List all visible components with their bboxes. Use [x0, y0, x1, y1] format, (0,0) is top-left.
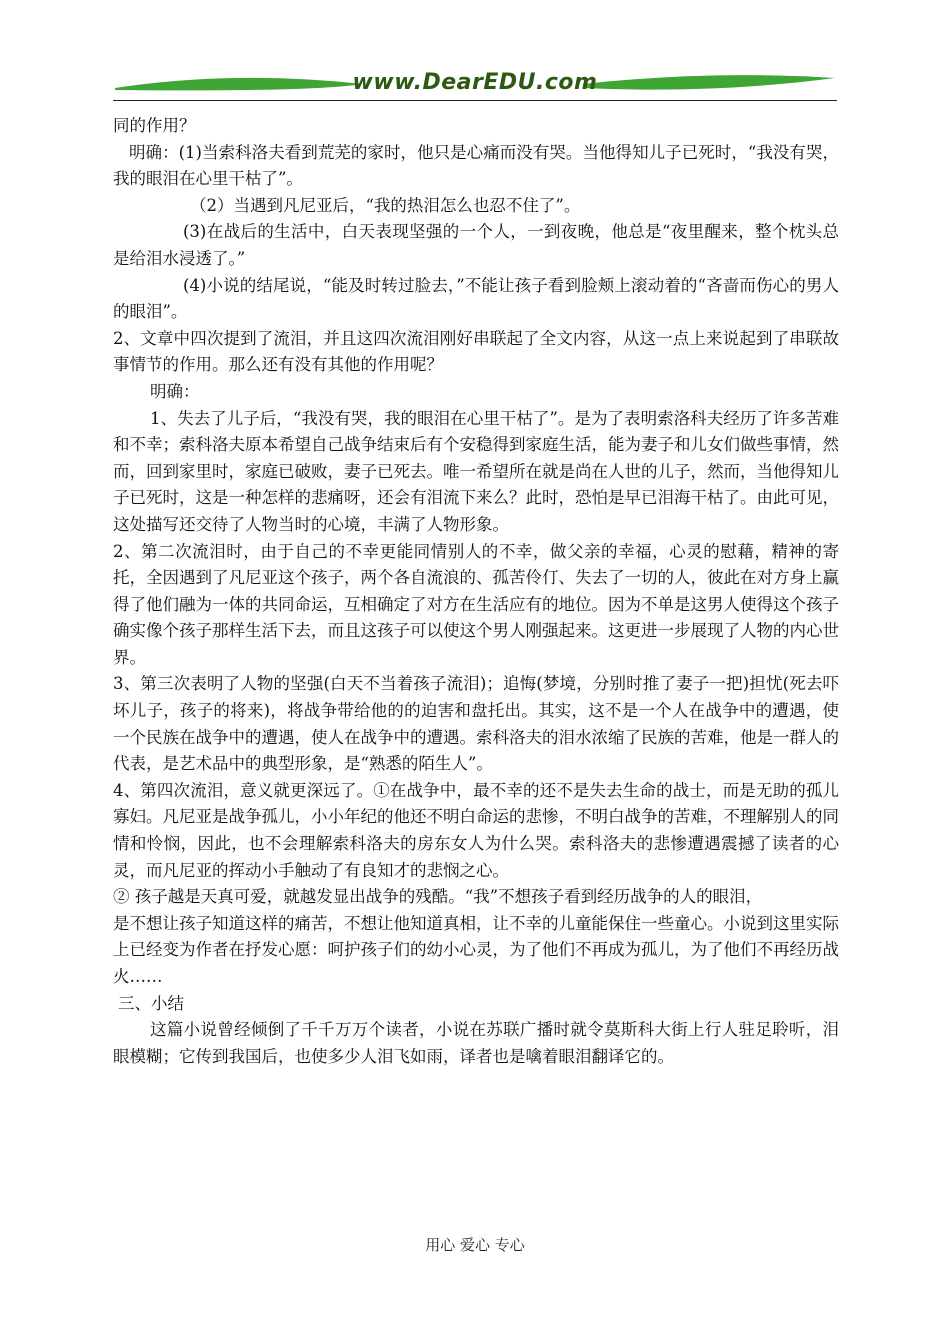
paragraph: (4)小说的结尾说，“能及时转过脸去，”不能让孩子看到脸颊上滚动着的“吝啬而伤心的男人的眼泪”。 [113, 275, 839, 322]
paragraph: 这篇小说曾经倾倒了千千万万个读者，小说在苏联广播时就令莫斯科大街上行人驻足聆听，泪眼模糊；它传到我国后，也使多少人泪飞如雨，译者也是噙着眼泪翻译它的。 [113, 1020, 839, 1066]
section-heading: 三、小结 [118, 993, 184, 1013]
paragraph: ② 孩子越是天真可爱，就越发显出战争的残酷。“我”不想孩子看到经历战争的人的眼泪， [113, 887, 763, 907]
site-header [113, 68, 837, 102]
header-divider [113, 100, 837, 101]
paragraph: 2、文章中四次提到了流泪，并且这四次流泪刚好串联起了全文内容，从这一点上来说起到了串联故事情节的作用。那么还有没有其他的作用呢？ [113, 328, 839, 375]
paragraph: 4、第四次流泪，意义就更深远了。①在战争中，最不幸的还不是失去生命的战士，而是无助的孤儿寡妇。凡尼亚是战争孤儿，小小年纪的他还不明白命运的悲惨，不明白战争的苦难，不理解别人的同情和怜悯，因此，也不会理解索科洛夫的房东女人为什么哭。索科洛夫的悲惨遭遇震撼了读者的心灵，而凡尼亚的挥动小手触动了有良知才的悲悯之心。 [113, 780, 839, 880]
paragraph: 2、第二次流泪时，由于自己的不幸更能同情别人的不幸，做父亲的幸福，心灵的慰藉，精神的寄托，全因遇到了凡尼亚这个孩子，两个各自流浪的、孤苦伶仃、失去了一切的人，彼此在对方身上赢得了他们融为一体的共同命运，互相确定了对方在生活应有的地位。因为不单是这男人使得这个孩子确实像个孩子那样生活下去，而且这孩子可以使这个男人刚强起来。这更进一步展现了人物的内心世界。 [113, 541, 839, 667]
paragraph: (3)在战后的生活中，白天表现坚强的一个人，一到夜晚，他总是“夜里醒来，整个枕头总是给泪水浸透了。” [113, 222, 839, 268]
paragraph: 1、失去了儿子后，“我没有哭，我的眼泪在心里干枯了”。是为了表明索洛科夫经历了许多苦难和不幸；索科洛夫原本希望自己战争结束后有个安稳得到家庭生活，能为妻子和儿女们做些事情，然而，回到家里时，家庭已破败，妻子已死去。唯一希望所在就是尚在人世的儿子，然而，当他得知儿子已死时，这是一种怎样的悲痛呀，还会有泪流下来么？此时，恐怕是早已泪海干枯了。由此可见，这处描写还交待了人物当时的心境，丰满了人物形象。 [113, 408, 839, 534]
paragraph: 3、第三次表明了人物的坚强(白天不当着孩子流泪)；追悔(梦境，分别时推了妻子一把)担忧(死去吓坏儿子，孩子的将来)，将战争带给他的的迫害和盘托出。其实，这不是一个人在战争中的遭遇，使一个民族在战争中的遭遇，使人在战争中的遭遇。索科洛夫的泪水浓缩了民族的苦难，他是一群人的代表，是艺术品中的典型形象，是“熟悉的陌生人”。 [113, 674, 839, 774]
paragraph: 同的作用？ [113, 116, 196, 135]
paragraph: （2）当遇到凡尼亚后，“我的热泪怎么也忍不住了”。 [190, 195, 581, 215]
paragraph: 明确： [150, 381, 200, 401]
page-footer: 用心 爱心 专心 [425, 1236, 525, 1254]
paragraph: 明确：(1)当索科洛夫看到荒芜的家时，他只是心痛而没有哭。当他得知儿子已死时，“我没有哭，我的眼泪在心里干枯了”。 [113, 142, 839, 189]
document-body [113, 113, 839, 1070]
paragraph: 是不想让孩子知道这样的痛苦，不想让他知道真相，让不幸的儿童能保住一些童心。小说到这里实际上已经变为作者在抒发心愿：呵护孩子们的幼小心灵，为了他们不再成为孤儿，为了他们不再经历战火…… [113, 913, 839, 986]
site-logo: www.DearEDU.com [352, 70, 598, 95]
